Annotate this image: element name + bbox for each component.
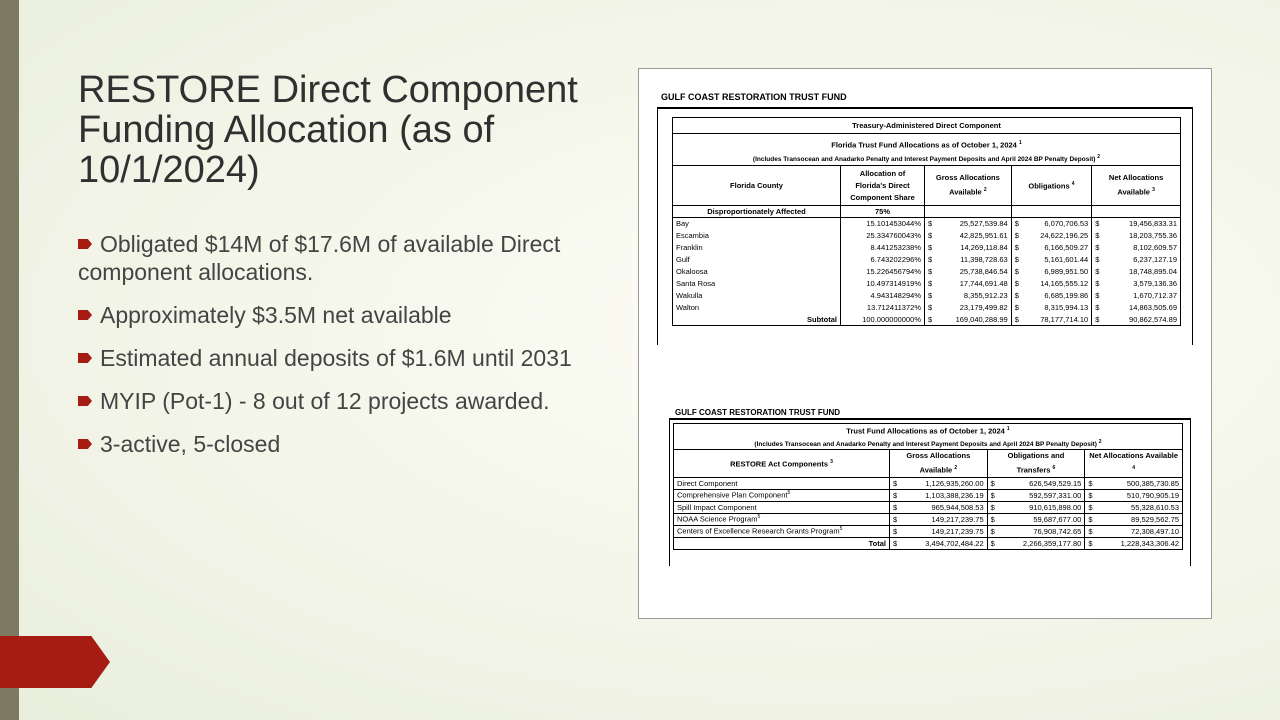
total-label: Total [674,537,890,549]
gross-allocation: 169,040,288.99 [935,314,1011,326]
currency-symbol: $ [1085,525,1096,537]
currency-symbol: $ [1011,314,1022,326]
table-row [673,218,1181,230]
currency-symbol: $ [1092,302,1103,314]
table-row [673,290,1181,302]
bullet-text: MYIP (Pot-1) - 8 out of 12 projects awarded. [100,388,550,414]
bullet-arrow-icon [78,396,92,406]
col-header-component: RESTORE Act Components $^3$ [674,450,890,478]
net-allocation: 89,529,562.75 [1095,513,1182,525]
obligations: 24,622,196.25 [1022,230,1092,242]
component-title: Treasury-Administered Direct Component [673,118,1181,134]
allocation-share: 100.000000000% [841,314,925,326]
net-allocation: 18,203,755.36 [1102,230,1180,242]
table-note: (Includes Transocean and Anadarko Penalty and Interest Payment Deposits and April 2024 BP Penalty Deposit) $^2$ [673,152,1181,166]
obligations-transfers: 2,266,359,177.80 [998,537,1085,549]
obligations: 6,070,706.53 [1022,218,1092,230]
obligations-transfers: 592,597,331.00 [998,489,1085,501]
currency-symbol: $ [925,218,936,230]
total-row [674,537,1183,549]
currency-symbol: $ [1092,266,1103,278]
table-subtitle: Florida Trust Fund Allocations as of October 1, 2024 $^1$ [673,134,1181,152]
table-row [673,278,1181,290]
currency-symbol: $ [1092,230,1103,242]
net-allocation: 1,670,712.37 [1102,290,1180,302]
currency-symbol: $ [890,477,901,489]
currency-symbol: $ [925,278,936,290]
gross-allocation: 14,269,118.84 [935,242,1011,254]
gross-allocation: 25,527,539.84 [935,218,1011,230]
table-row [673,242,1181,254]
slide-title: RESTORE Direct Component Funding Allocation (as of 10/1/2024) [78,69,578,191]
obligations: 14,165,555.12 [1022,278,1092,290]
table-row [674,513,1183,525]
currency-symbol: $ [1085,477,1096,489]
col-header-county: Florida County [673,166,841,206]
currency-symbol: $ [925,230,936,242]
gross-allocation: 11,398,728.63 [935,254,1011,266]
county-name: Okaloosa [673,266,841,278]
bullet-text: Approximately $3.5M net available [100,302,452,328]
fund-title: GULF COAST RESTORATION TRUST FUND [661,92,847,102]
group-share: 75% [841,206,925,218]
bullet-list [78,230,598,473]
bullet-arrow-icon [78,239,92,249]
table-row [674,525,1183,537]
currency-symbol: $ [987,525,998,537]
document-image [638,68,1212,619]
obligations: 78,177,714.10 [1022,314,1092,326]
currency-symbol: $ [1085,501,1096,513]
col-header-gross: Gross Allocations Available $^2$ [925,166,1012,206]
table-row [673,254,1181,266]
county-name: Walton [673,302,841,314]
components-allocation-table [673,423,1183,550]
currency-symbol: $ [1011,242,1022,254]
currency-symbol: $ [1085,513,1096,525]
component-name: NOAA Science Program$^5$ [674,513,890,525]
allocation-share: 15.226456794% [841,266,925,278]
bullet-text: Obligated $14M of $17.6M of available Direct component allocations. [78,231,561,285]
currency-symbol: $ [1092,254,1103,266]
component-name: Centers of Excellence Research Grants Program$^5$ [674,525,890,537]
allocation-share: 25.334760043% [841,230,925,242]
net-allocation: 72,308,497.10 [1095,525,1182,537]
currency-symbol: $ [1092,314,1103,326]
table2-subtitle: Trust Fund Allocations as of October 1, 2024 $^1$ [674,424,1183,438]
allocation-share: 4.943148294% [841,290,925,302]
net-allocation: 8,102,609.57 [1102,242,1180,254]
currency-symbol: $ [987,477,998,489]
currency-symbol: $ [890,537,901,549]
currency-symbol: $ [1011,218,1022,230]
currency-symbol: $ [987,501,998,513]
currency-symbol: $ [1011,278,1022,290]
table-row [673,230,1181,242]
bullet-item [78,430,598,458]
col-header-gross: Gross Allocations Available $^2$ [890,450,988,478]
county-name: Bay [673,218,841,230]
obligations: 6,685,199.86 [1022,290,1092,302]
currency-symbol: $ [987,537,998,549]
currency-symbol: $ [890,489,901,501]
currency-symbol: $ [925,302,936,314]
col-header-net: Net Allocations Available $^3$ [1092,166,1181,206]
obligations-transfers: 626,549,529.15 [998,477,1085,489]
net-allocation: 500,385,730.85 [1095,477,1182,489]
obligations-transfers: 76,908,742.65 [998,525,1085,537]
obligations: 6,989,951.50 [1022,266,1092,278]
bullet-text: Estimated annual deposits of $1.6M until 2031 [100,345,572,371]
allocation-share: 13.712411372% [841,302,925,314]
net-allocation: 18,748,895.04 [1102,266,1180,278]
county-name: Gulf [673,254,841,266]
currency-symbol: $ [1092,242,1103,254]
currency-symbol: $ [1011,266,1022,278]
table-row [674,477,1183,489]
county-table-frame [657,107,1193,345]
net-allocation: 90,862,574.89 [1102,314,1180,326]
currency-symbol: $ [1011,254,1022,266]
net-allocation: 14,863,505.69 [1102,302,1180,314]
left-accent-bar [0,0,19,720]
subtotal-label: Subtotal [673,314,841,326]
gross-allocation: 23,179,499.82 [935,302,1011,314]
currency-symbol: $ [890,525,901,537]
bullet-item [78,344,598,372]
gross-allocation: 42,825,951.61 [935,230,1011,242]
currency-symbol: $ [925,290,936,302]
county-name: Franklin [673,242,841,254]
gross-allocation: 17,744,691.48 [935,278,1011,290]
net-allocation: 6,237,127.19 [1102,254,1180,266]
gross-allocation: 965,944,508.53 [900,501,987,513]
bullet-arrow-icon [78,353,92,363]
allocation-share: 6.743202296% [841,254,925,266]
net-allocation: 3,579,136.36 [1102,278,1180,290]
components-table-frame [669,418,1191,566]
component-name: Spill Impact Component [674,501,890,513]
table-row [674,489,1183,501]
allocation-share: 8.441253238% [841,242,925,254]
table-row [673,266,1181,278]
obligations: 5,161,601.44 [1022,254,1092,266]
gross-allocation: 1,103,388,236.19 [900,489,987,501]
county-name: Escambia [673,230,841,242]
col-header-obligations: Obligations and Transfers $^6$ [987,450,1085,478]
red-arrow-decoration [0,636,110,688]
currency-symbol: $ [1011,230,1022,242]
table-row [674,501,1183,513]
col-header-net: Net Allocations Available $^4$ [1085,450,1183,478]
currency-symbol: $ [1085,537,1096,549]
currency-symbol: $ [1011,302,1022,314]
currency-symbol: $ [890,513,901,525]
component-name: Direct Component [674,477,890,489]
subtotal-row [673,314,1181,326]
currency-symbol: $ [925,266,936,278]
currency-symbol: $ [925,254,936,266]
bullet-arrow-icon [78,310,92,320]
currency-symbol: $ [1085,489,1096,501]
gross-allocation: 3,494,702,484.22 [900,537,987,549]
county-name: Santa Rosa [673,278,841,290]
table-row [673,302,1181,314]
net-allocation: 19,456,833.31 [1102,218,1180,230]
fund-title-2: GULF COAST RESTORATION TRUST FUND [675,408,841,417]
currency-symbol: $ [987,513,998,525]
net-allocation: 1,228,343,306.42 [1095,537,1182,549]
table2-note: (Includes Transocean and Anadarko Penalty and Interest Payment Deposits and April 2024 BP Penalty Deposit) $^2$ [674,438,1183,450]
gross-allocation: 149,217,239.75 [900,513,987,525]
obligations: 8,315,994.13 [1022,302,1092,314]
currency-symbol: $ [890,501,901,513]
group-label: Disproportionately Affected [673,206,841,218]
obligations: 6,166,509.27 [1022,242,1092,254]
gross-allocation: 25,738,846.54 [935,266,1011,278]
currency-symbol: $ [925,314,936,326]
net-allocation: 510,790,905.19 [1095,489,1182,501]
currency-symbol: $ [1011,290,1022,302]
bullet-item [78,387,598,415]
gross-allocation: 1,126,935,260.00 [900,477,987,489]
gross-allocation: 8,355,912.23 [935,290,1011,302]
allocation-share: 15.101453044% [841,218,925,230]
currency-symbol: $ [1092,278,1103,290]
obligations-transfers: 910,615,898.00 [998,501,1085,513]
currency-symbol: $ [987,489,998,501]
bullet-item [78,301,598,329]
county-name: Wakulla [673,290,841,302]
currency-symbol: $ [925,242,936,254]
currency-symbol: $ [1092,218,1103,230]
allocation-share: 10.497314919% [841,278,925,290]
component-name: Comprehensive Plan Component$^5$ [674,489,890,501]
bullet-arrow-icon [78,439,92,449]
col-header-share: Allocation of Florida's Direct Component Share [841,166,925,206]
obligations-transfers: 59,687,677.00 [998,513,1085,525]
bullet-text: 3-active, 5-closed [100,431,281,457]
col-header-obligations: Obligations $^4$ [1011,166,1091,206]
currency-symbol: $ [1092,290,1103,302]
county-allocation-table [672,117,1181,326]
net-allocation: 55,328,610.53 [1095,501,1182,513]
gross-allocation: 149,217,239.75 [900,525,987,537]
bullet-item [78,230,598,286]
